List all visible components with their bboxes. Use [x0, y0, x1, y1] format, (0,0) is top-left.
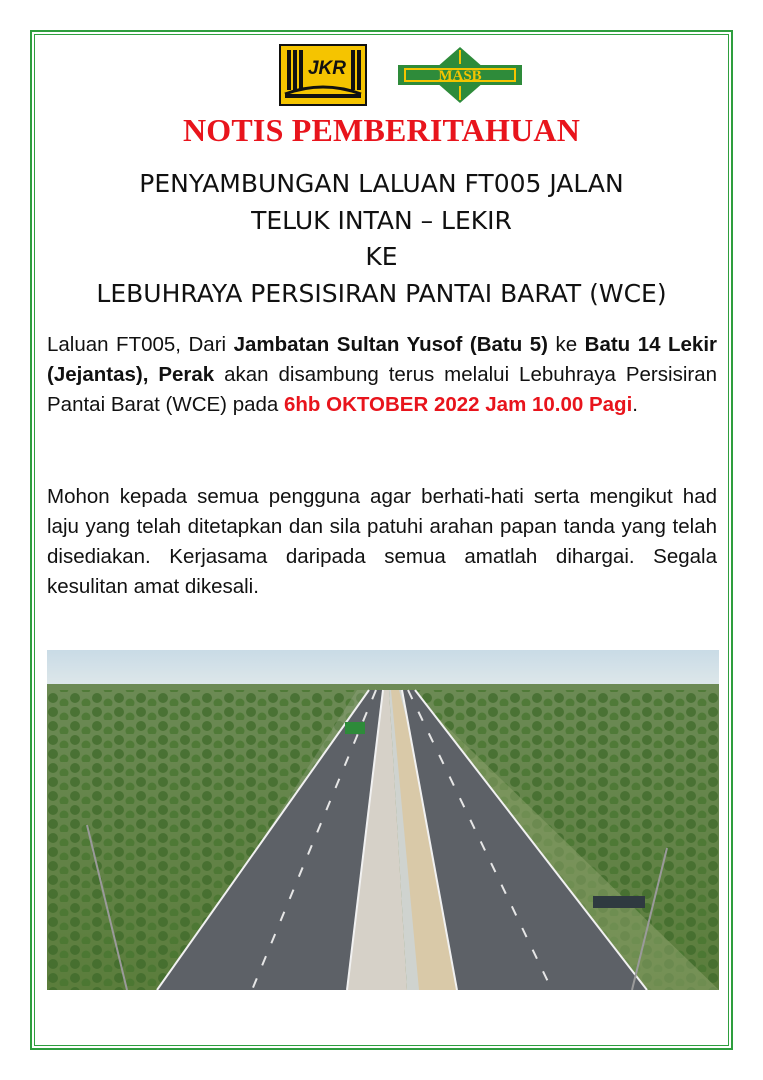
route-start: Jambatan Sultan Yusof (Batu 5)	[233, 333, 548, 356]
masb-logo-text: MASB	[438, 68, 482, 84]
route-end: Batu 14 Lekir (Jejantas), Perak	[47, 333, 717, 386]
route-text-1: Laluan FT005, Dari	[47, 333, 234, 356]
route-text-4: .	[632, 393, 638, 416]
masb-logo	[396, 46, 524, 104]
heading-line-2: TELUK INTAN – LEKIR	[251, 205, 512, 235]
heading-line-3: KE	[365, 242, 398, 271]
highway-aerial-photo	[47, 650, 719, 990]
route-paragraph	[47, 330, 717, 420]
jkr-logo-text: JKR	[307, 58, 347, 79]
heading-line-1: PENYAMBUNGAN LALUAN FT005 JALAN	[139, 169, 624, 198]
notice-heading	[0, 166, 763, 312]
notice-title: NOTIS PEMBERITAHUAN	[182, 112, 581, 148]
route-text-3: akan disambung terus melalui Lebuhraya Persisiran Pantai Barat (WCE) pada	[47, 363, 717, 416]
opening-date: 6hb OKTOBER 2022 Jam 10.00 Pagi	[284, 393, 633, 416]
advisory-paragraph: Mohon kepada semua pengguna agar berhati-hati serta mengikut had laju yang telah ditetapkan dan sila patuhi arahan papan tanda yang telah disediakan. Kerjasama daripada semua amatlah dihargai. Segala kesulitan amat dikesali.	[47, 485, 717, 598]
heading-line-4: LEBUHRAYA PERSISIRAN PANTAI BARAT (WCE)	[96, 278, 667, 308]
route-text-2: ke	[547, 333, 585, 356]
logo-row	[0, 44, 763, 106]
jkr-logo	[279, 44, 367, 106]
